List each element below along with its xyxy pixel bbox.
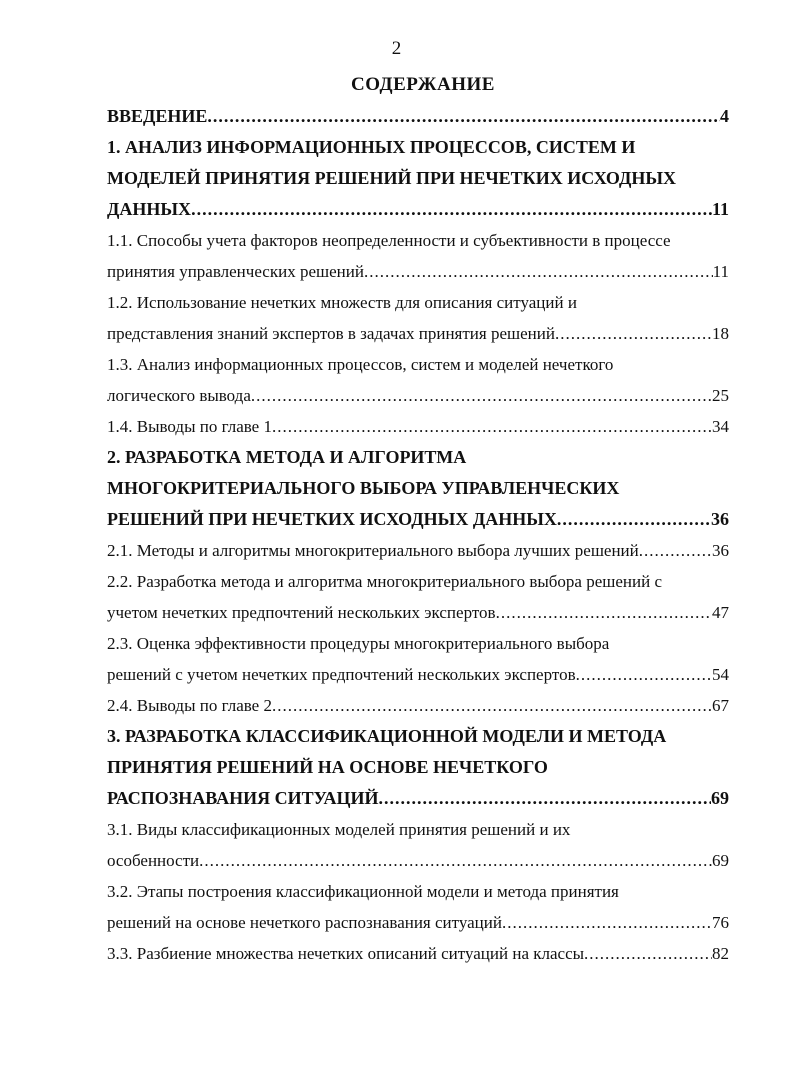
toc-entry [107, 876, 729, 907]
toc-entry [107, 628, 729, 659]
toc-entry-page: 11 [712, 262, 729, 281]
toc-entry [107, 597, 729, 628]
table-of-contents [107, 101, 729, 969]
toc-entry [107, 814, 729, 845]
toc-entry-page: 18 [712, 324, 729, 343]
toc-entry [107, 690, 729, 721]
page-number: 2 [391, 38, 402, 59]
toc-entry-page: 82 [712, 944, 729, 963]
toc-entry-page: 25 [712, 386, 729, 405]
toc-entry [107, 132, 729, 163]
toc-entry-page: 76 [712, 913, 729, 932]
toc-entry [107, 380, 729, 411]
toc-entry-text: РАСПОЗНАВАНИЯ СИТУАЦИЙ [107, 788, 379, 808]
toc-entry-page: 67 [712, 696, 729, 715]
dot-leader [364, 256, 713, 287]
dot-leader [555, 318, 712, 349]
toc-entry-text: РЕШЕНИЙ ПРИ НЕЧЕТКИХ ИСХОДНЫХ ДАННЫХ [107, 509, 557, 529]
toc-entry [107, 101, 729, 132]
toc-entry-page: 47 [712, 603, 729, 622]
toc-title: СОДЕРЖАНИЕ [351, 74, 495, 95]
dot-leader [502, 907, 712, 938]
dot-leader [496, 597, 712, 628]
toc-entry-text: особенности [107, 851, 200, 870]
toc-entry [107, 566, 729, 597]
toc-entry-text: 1. АНАЛИЗ ИНФОРМАЦИОННЫХ ПРОЦЕССОВ, СИСТЕМ И [107, 137, 636, 157]
toc-entry-page: 36 [712, 541, 729, 560]
toc-entry-text: ВВЕДЕНИЕ [107, 106, 208, 126]
toc-entry-page: 69 [711, 788, 729, 808]
toc-entry-text: логического вывода [107, 386, 251, 405]
toc-entry [107, 194, 729, 225]
dot-leader [199, 845, 712, 876]
toc-entry-page: 34 [712, 417, 729, 436]
toc-entry-text: принятия управленческих решений [107, 262, 364, 281]
toc-entry [107, 442, 729, 473]
toc-entry [107, 535, 729, 566]
toc-entry-text: решений с учетом нечетких предпочтений нескольких экспертов [107, 665, 576, 684]
toc-entry-page: 11 [711, 199, 729, 219]
toc-entry-text: 1.2. Использование нечетких множеств для описания ситуаций и [107, 293, 577, 312]
toc-entry [107, 163, 729, 194]
toc-entry [107, 256, 729, 287]
toc-entry-text: 3. РАЗРАБОТКА КЛАССИФИКАЦИОННОЙ МОДЕЛИ И МЕТОДА [107, 726, 667, 746]
toc-entry-text: ДАННЫХ [107, 199, 192, 219]
toc-entry [107, 752, 729, 783]
toc-entry-text: 1.1. Способы учета факторов неопределенности и субъективности в процессе [107, 231, 671, 250]
toc-entry [107, 659, 729, 690]
dot-leader [584, 938, 712, 969]
dot-leader [191, 194, 712, 225]
dot-leader [251, 380, 712, 411]
toc-entry-text: представления знаний экспертов в задачах принятия решений [107, 324, 555, 343]
toc-entry [107, 938, 729, 969]
toc-entry-text: МОДЕЛЕЙ ПРИНЯТИЯ РЕШЕНИЙ ПРИ НЕЧЕТКИХ ИСХОДНЫХ [107, 168, 677, 188]
toc-entry-text: 3.2. Этапы построения классификационной модели и метода принятия [107, 882, 619, 901]
toc-entry-page: 69 [712, 851, 729, 870]
toc-entry-page: 36 [711, 509, 729, 529]
dot-leader [207, 101, 720, 132]
toc-entry-text: 2.2. Разработка метода и алгоритма многокритериального выбора решений с [107, 572, 662, 591]
toc-entry [107, 783, 729, 814]
toc-entry-text: 1.3. Анализ информационных процессов, систем и моделей нечеткого [107, 355, 614, 374]
toc-entry-text: 1.4. Выводы по главе 1 [107, 417, 272, 436]
dot-leader [272, 690, 712, 721]
dot-leader [557, 504, 711, 535]
toc-entry-page: 54 [712, 665, 729, 684]
toc-entry-text: 2.4. Выводы по главе 2 [107, 696, 272, 715]
toc-entry [107, 411, 729, 442]
toc-entry [107, 473, 729, 504]
dot-leader [576, 659, 712, 690]
dot-leader [378, 783, 711, 814]
toc-entry-text: ПРИНЯТИЯ РЕШЕНИЙ НА ОСНОВЕ НЕЧЕТКОГО [107, 757, 548, 777]
toc-entry-text: учетом нечетких предпочтений нескольких экспертов [107, 603, 496, 622]
toc-entry [107, 349, 729, 380]
toc-entry [107, 907, 729, 938]
toc-entry-text: МНОГОКРИТЕРИАЛЬНОГО ВЫБОРА УПРАВЛЕНЧЕСКИХ [107, 478, 620, 498]
toc-entry-text: решений на основе нечеткого распознавания ситуаций [107, 913, 502, 932]
toc-entry [107, 845, 729, 876]
toc-entry-text: 2. РАЗРАБОТКА МЕТОДА И АЛГОРИТМА [107, 447, 467, 467]
toc-entry [107, 721, 729, 752]
toc-entry-text: 3.3. Разбиение множества нечетких описаний ситуаций на классы [107, 944, 585, 963]
toc-entry-text: 3.1. Виды классификационных моделей принятия решений и их [107, 820, 571, 839]
toc-entry-text: 2.1. Методы и алгоритмы многокритериального выбора лучших решений [107, 541, 639, 560]
toc-entry-page: 4 [720, 106, 729, 126]
toc-entry-text: 2.3. Оценка эффективности процедуры многокритериального выбора [107, 634, 610, 653]
dot-leader [639, 535, 712, 566]
dot-leader [272, 411, 712, 442]
toc-entry [107, 504, 729, 535]
toc-entry [107, 318, 729, 349]
toc-entry [107, 225, 729, 256]
toc-entry [107, 287, 729, 318]
